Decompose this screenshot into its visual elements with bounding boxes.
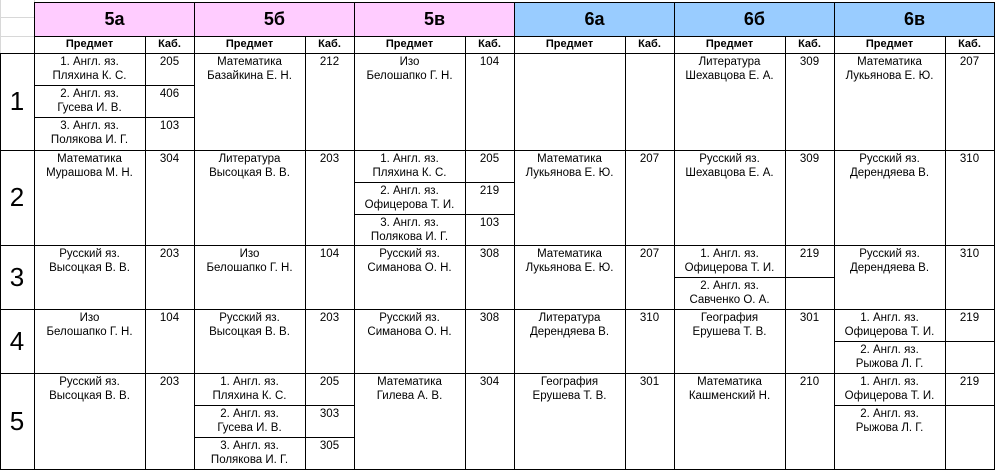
subject-name: Русский яз. [699, 153, 760, 165]
lesson-subject [194, 309, 305, 373]
class-header-1: 5а [34, 2, 194, 36]
teacher-name: Гусева И. В. [57, 102, 122, 114]
teacher-name: Белошапко Г. Н. [366, 70, 453, 82]
lesson-room: 219 [959, 312, 980, 324]
lesson-room: 406 [159, 88, 180, 100]
teacher-name: Симанова О. Н. [367, 326, 452, 338]
teacher-name: Пляхина К. С. [212, 390, 287, 402]
period-number: 1 [9, 86, 25, 116]
period-number: 2 [9, 182, 25, 212]
teacher-name: Шехавцова Е. А. [685, 167, 774, 179]
subject-name: 2. Англ. яз. [700, 280, 759, 292]
lesson-subject [354, 214, 465, 246]
lesson-room: 104 [479, 56, 500, 68]
lesson-subject [514, 373, 625, 470]
lesson-subject [34, 373, 145, 470]
teacher-name: Симанова О. Н. [367, 262, 452, 274]
lesson-subject [674, 245, 785, 277]
teacher-name: Базайкина Е. Н. [207, 70, 292, 82]
subject-name: 1. Англ. яз. [220, 376, 279, 388]
room-column-header: Каб. [478, 38, 501, 50]
class-header-5: 6б [674, 2, 834, 36]
teacher-name: Гусева И. В. [217, 422, 282, 434]
teacher-name: Полякова И. Г. [210, 454, 289, 466]
lesson-room: 304 [479, 376, 500, 388]
subject-name: Русский яз. [859, 153, 920, 165]
lesson-subject [674, 53, 785, 150]
lesson-subject [34, 85, 145, 117]
subject-name: Русский яз. [59, 376, 120, 388]
lesson-room [785, 277, 834, 309]
teacher-name: Полякова И. Г. [370, 231, 449, 243]
subject-name: Русский яз. [379, 248, 440, 260]
room-column-header: Каб. [158, 38, 181, 50]
lesson-room: 207 [639, 153, 660, 165]
lesson-subject [834, 405, 945, 437]
lesson-subject [34, 117, 145, 149]
teacher-name: Дерендяева В. [849, 262, 930, 274]
room-column-header: Каб. [798, 38, 821, 50]
lesson-subject [194, 405, 305, 437]
teacher-name: Белошапко Г. Н. [206, 262, 293, 274]
lesson-room [945, 341, 994, 373]
subject-column-header: Предмет [545, 38, 594, 50]
lesson-subject [354, 245, 465, 309]
lesson-subject [34, 150, 145, 245]
subject-name: 2. Англ. яз. [860, 344, 919, 356]
subject-name: 1. Англ. яз. [700, 248, 759, 260]
subject-name: 1. Англ. яз. [860, 376, 919, 388]
lesson-room: 309 [799, 56, 820, 68]
teacher-name: Пляхина К. С. [52, 70, 127, 82]
lesson-room [945, 405, 994, 437]
room-column-header: Каб. [958, 38, 981, 50]
class-header-2: 5б [194, 2, 354, 36]
subject-name: Математика [537, 153, 602, 165]
lesson-room: 104 [159, 312, 180, 324]
lesson-room: 103 [479, 217, 500, 229]
lesson-room: 210 [799, 376, 820, 388]
lesson-subject [354, 53, 465, 150]
teacher-name: Офицерова Т. И. [844, 390, 935, 402]
lesson-room: 301 [799, 312, 820, 324]
subject-name: География [700, 312, 759, 324]
subject-name: Изо [399, 56, 420, 68]
subject-name: Математика [217, 56, 282, 68]
subject-name: Изо [239, 248, 260, 260]
lesson-subject [34, 309, 145, 373]
subject-column-header: Предмет [385, 38, 434, 50]
lesson-subject [674, 150, 785, 245]
period-number: 3 [9, 261, 25, 292]
class-header-3: 5в [354, 2, 514, 36]
lesson-room: 205 [319, 376, 340, 388]
subject-name: География [540, 376, 599, 388]
lesson-room: 205 [479, 153, 500, 165]
subject-name: Математика [537, 248, 602, 260]
lesson-subject [194, 150, 305, 245]
subject-name: Литература [698, 56, 761, 68]
teacher-name: Полякова И. Г. [50, 134, 129, 146]
lesson-subject [834, 53, 945, 150]
teacher-name: Офицерова Т. И. [684, 262, 775, 274]
subject-name: 1. Англ. яз. [60, 56, 119, 68]
teacher-name: Дерендяева В. [529, 326, 610, 338]
lesson-subject [834, 373, 945, 405]
room-column-header: Каб. [638, 38, 661, 50]
subject-name: 3. Англ. яз. [220, 440, 279, 452]
lesson-subject [834, 309, 945, 341]
lesson-subject [514, 309, 625, 373]
lesson-subject [834, 150, 945, 245]
lesson-room: 310 [959, 248, 980, 260]
lesson-subject [834, 341, 945, 373]
lesson-subject [354, 309, 465, 373]
subject-name: Русский яз. [379, 312, 440, 324]
lesson-subject [194, 245, 305, 309]
lesson-room: 308 [479, 312, 500, 324]
lesson-subject [354, 150, 465, 182]
teacher-name: Лукьянова Е. Ю. [845, 70, 934, 82]
period-number: 4 [9, 325, 25, 356]
subject-column-header: Предмет [65, 38, 114, 50]
teacher-name: Рыжова Л. Г. [855, 422, 924, 434]
lesson-subject [354, 373, 465, 470]
lesson-room: 301 [639, 376, 660, 388]
teacher-name: Белошапко Г. Н. [46, 326, 133, 338]
lesson-subject [514, 245, 625, 309]
lesson-room: 103 [159, 120, 180, 132]
teacher-name: Лукьянова Е. Ю. [525, 167, 614, 179]
lesson-room: 308 [479, 248, 500, 260]
teacher-name: Шехавцова Е. А. [685, 70, 774, 82]
subject-name: Математика [57, 153, 122, 165]
subject-column-header: Предмет [865, 38, 914, 50]
teacher-name: Савченко О. А. [689, 294, 770, 306]
subject-name: 1. Англ. яз. [860, 312, 919, 324]
class-header-4: 6а [514, 2, 674, 36]
lesson-subject [194, 437, 305, 469]
lesson-subject [194, 53, 305, 150]
lesson-subject [834, 245, 945, 309]
teacher-name: Высоцкая В. В. [209, 326, 290, 338]
subject-name: Математика [697, 376, 762, 388]
teacher-name: Дерендяева В. [849, 167, 930, 179]
subject-column-header: Предмет [225, 38, 274, 50]
lesson-room: 207 [959, 56, 980, 68]
lesson-room: 203 [319, 312, 340, 324]
subject-name: 3. Англ. яз. [380, 217, 439, 229]
subject-name: Русский яз. [219, 312, 280, 324]
lesson-room [625, 53, 674, 150]
lesson-room: 310 [639, 312, 660, 324]
lesson-room: 219 [799, 248, 820, 260]
class-header-6: 6в [834, 2, 994, 36]
lesson-subject [514, 53, 625, 150]
teacher-name: Высоцкая В. В. [49, 262, 130, 274]
teacher-name: Мурашова М. Н. [46, 167, 133, 179]
teacher-name: Офицерова Т. И. [364, 199, 455, 211]
lesson-subject [34, 245, 145, 309]
subject-name: 2. Англ. яз. [860, 408, 919, 420]
subject-name: Изо [79, 312, 100, 324]
teacher-name: Офицерова Т. И. [844, 326, 935, 338]
teacher-name: Пляхина К. С. [372, 167, 447, 179]
subject-name: Математика [377, 376, 442, 388]
lesson-subject [34, 53, 145, 85]
teacher-name: Ерушева Т. В. [532, 390, 607, 402]
room-column-header: Каб. [318, 38, 341, 50]
teacher-name: Лукьянова Е. Ю. [525, 262, 614, 274]
lesson-room: 203 [159, 248, 180, 260]
subject-name: 2. Англ. яз. [380, 185, 439, 197]
teacher-name: Высоцкая В. В. [209, 167, 290, 179]
subject-name: 2. Англ. яз. [60, 88, 119, 100]
lesson-room: 212 [319, 56, 340, 68]
subject-name: 3. Англ. яз. [60, 120, 119, 132]
period-number: 5 [9, 406, 25, 436]
teacher-name: Рыжова Л. Г. [855, 358, 924, 370]
lesson-room: 303 [319, 408, 340, 420]
lesson-room: 219 [959, 376, 980, 388]
lesson-room: 309 [799, 153, 820, 165]
lesson-room: 203 [319, 153, 340, 165]
subject-name: Русский яз. [59, 248, 120, 260]
teacher-name: Ерушева Т. В. [692, 326, 767, 338]
lesson-subject [674, 309, 785, 373]
lesson-subject [354, 182, 465, 214]
lesson-room: 305 [319, 440, 340, 452]
teacher-name: Высоцкая В. В. [49, 390, 130, 402]
lesson-room: 205 [159, 56, 180, 68]
lesson-subject [674, 373, 785, 470]
lesson-room: 219 [479, 185, 500, 197]
subject-name: 1. Англ. яз. [380, 153, 439, 165]
subject-name: 2. Англ. яз. [220, 408, 279, 420]
lesson-room: 207 [639, 248, 660, 260]
lesson-subject [194, 373, 305, 405]
lesson-subject [674, 277, 785, 309]
teacher-name: Кашменский Н. [688, 390, 771, 402]
subject-name: Математика [857, 56, 922, 68]
subject-column-header: Предмет [705, 38, 754, 50]
lesson-subject [514, 150, 625, 245]
subject-name: Русский яз. [859, 248, 920, 260]
lesson-room: 104 [319, 248, 340, 260]
subject-name: Литература [218, 153, 281, 165]
teacher-name: Гилева А. В. [376, 390, 443, 402]
subject-name: Литература [538, 312, 601, 324]
lesson-room: 304 [159, 153, 180, 165]
lesson-room: 203 [159, 376, 180, 388]
lesson-room: 310 [959, 153, 980, 165]
